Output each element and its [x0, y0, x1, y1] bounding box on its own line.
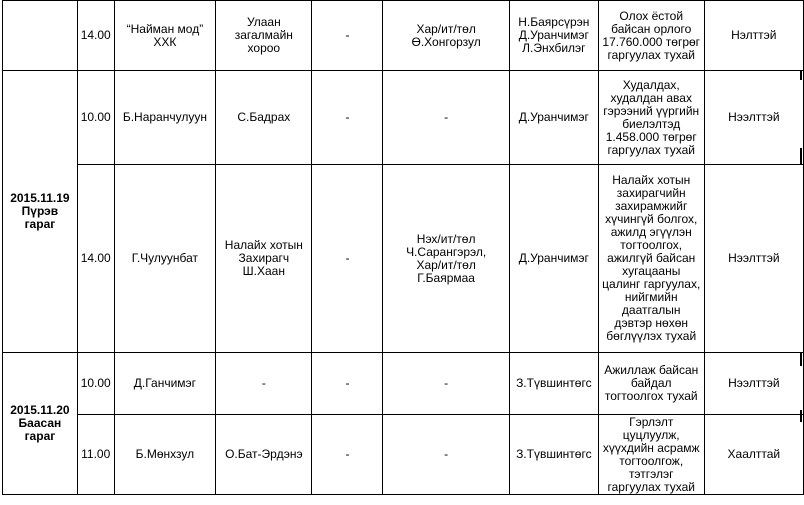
plaintiff-cell: Б.Наранчулуун: [114, 71, 216, 165]
table-row: [3, 165, 804, 353]
defendant-cell: Улаан загалмайн хороо: [216, 1, 312, 71]
date-cell: [3, 1, 78, 71]
plaintiff-cell: Г.Чулуунбат: [114, 165, 216, 353]
hearing-type-cell: Нээлттэй: [704, 353, 803, 415]
defendant-cell: -: [216, 353, 312, 415]
judge-cell: Д.Уранчимэг: [509, 71, 598, 165]
representative-cell: -: [383, 353, 509, 415]
plaintiff-cell: Д.Ганчимэг: [114, 353, 216, 415]
time-cell: 10.00: [77, 71, 114, 165]
time-cell: 11.00: [77, 415, 114, 495]
table-row: [3, 415, 804, 495]
third-party-cell: -: [312, 415, 383, 495]
table-row: [3, 71, 804, 165]
representative-cell: Нэх/ит/төл Ч.Сарангэрэл, Хар/ит/төл Г.Баярмаа: [383, 165, 509, 353]
claim-cell: Худалдах, худалдан авах гэрээний үүргийн биелэлтэд 1.458.000 төгрөг гаргуулах тухай: [598, 71, 704, 165]
defendant-cell: С.Бадрах: [216, 71, 312, 165]
table-row: [3, 1, 804, 71]
time-cell: 14.00: [77, 1, 114, 71]
judge-cell: З.Түвшинтөгс: [509, 415, 598, 495]
plaintiff-cell: Б.Мөнхзул: [114, 415, 216, 495]
defendant-cell: Налайх хотын Захирагч Ш.Хаан: [216, 165, 312, 353]
claim-cell: Ажиллаж байсан байдал тогтоолгох тухай: [598, 353, 704, 415]
date-cell: 2015.11.19 Пүрэв гараг: [3, 71, 78, 353]
representative-cell: -: [383, 71, 509, 165]
table-row: [3, 353, 804, 415]
third-party-cell: -: [312, 1, 383, 71]
judge-cell: З.Түвшинтөгс: [509, 353, 598, 415]
hearing-type-cell: Нээлттэй: [704, 71, 803, 165]
hearing-type-cell: Хаалттай: [704, 415, 803, 495]
plaintiff-cell: “Найман мод” ХХК: [114, 1, 216, 71]
representative-cell: Хар/ит/төл Ө.Хонгорзул: [383, 1, 509, 71]
border-mark: [800, 410, 802, 422]
time-cell: 14.00: [77, 165, 114, 353]
court-schedule-table: [2, 0, 804, 495]
date-cell: 2015.11.20 Баасан гараг: [3, 353, 78, 495]
hearing-type-cell: Нэлттэй: [704, 1, 803, 71]
third-party-cell: -: [312, 71, 383, 165]
border-mark: [800, 352, 802, 366]
third-party-cell: -: [312, 165, 383, 353]
border-mark: [800, 148, 802, 164]
claim-cell: Налайх хотын захирагчийн захирамжийг хүчингүй болгох, ажилд эгүүлэн тогтоолгох, ажилгүй байсан хугацааны цалинг гаргуулах, нийгмийн даатгалын дэвтэр нөхөн бөглүүлэх тухай: [598, 165, 704, 353]
representative-cell: -: [383, 415, 509, 495]
border-mark: [800, 70, 802, 80]
third-party-cell: -: [312, 353, 383, 415]
hearing-type-cell: Нээлттэй: [704, 165, 803, 353]
judge-cell: Д.Уранчимэг: [509, 165, 598, 353]
claim-cell: Олох ёстой байсан орлого 17.760.000 төгрөг гаргуулах тухай: [598, 1, 704, 71]
time-cell: 10.00: [77, 353, 114, 415]
defendant-cell: О.Бат-Эрдэнэ: [216, 415, 312, 495]
claim-cell: Гэрлэлт цуцлуулж, хүүхдийн асрамж тогтоолгож, тэтгэлэг гаргуулах тухай: [598, 415, 704, 495]
judge-cell: Н.Баярсүрэн Д.Уранчимэг Л.Энхбилэг: [509, 1, 598, 71]
